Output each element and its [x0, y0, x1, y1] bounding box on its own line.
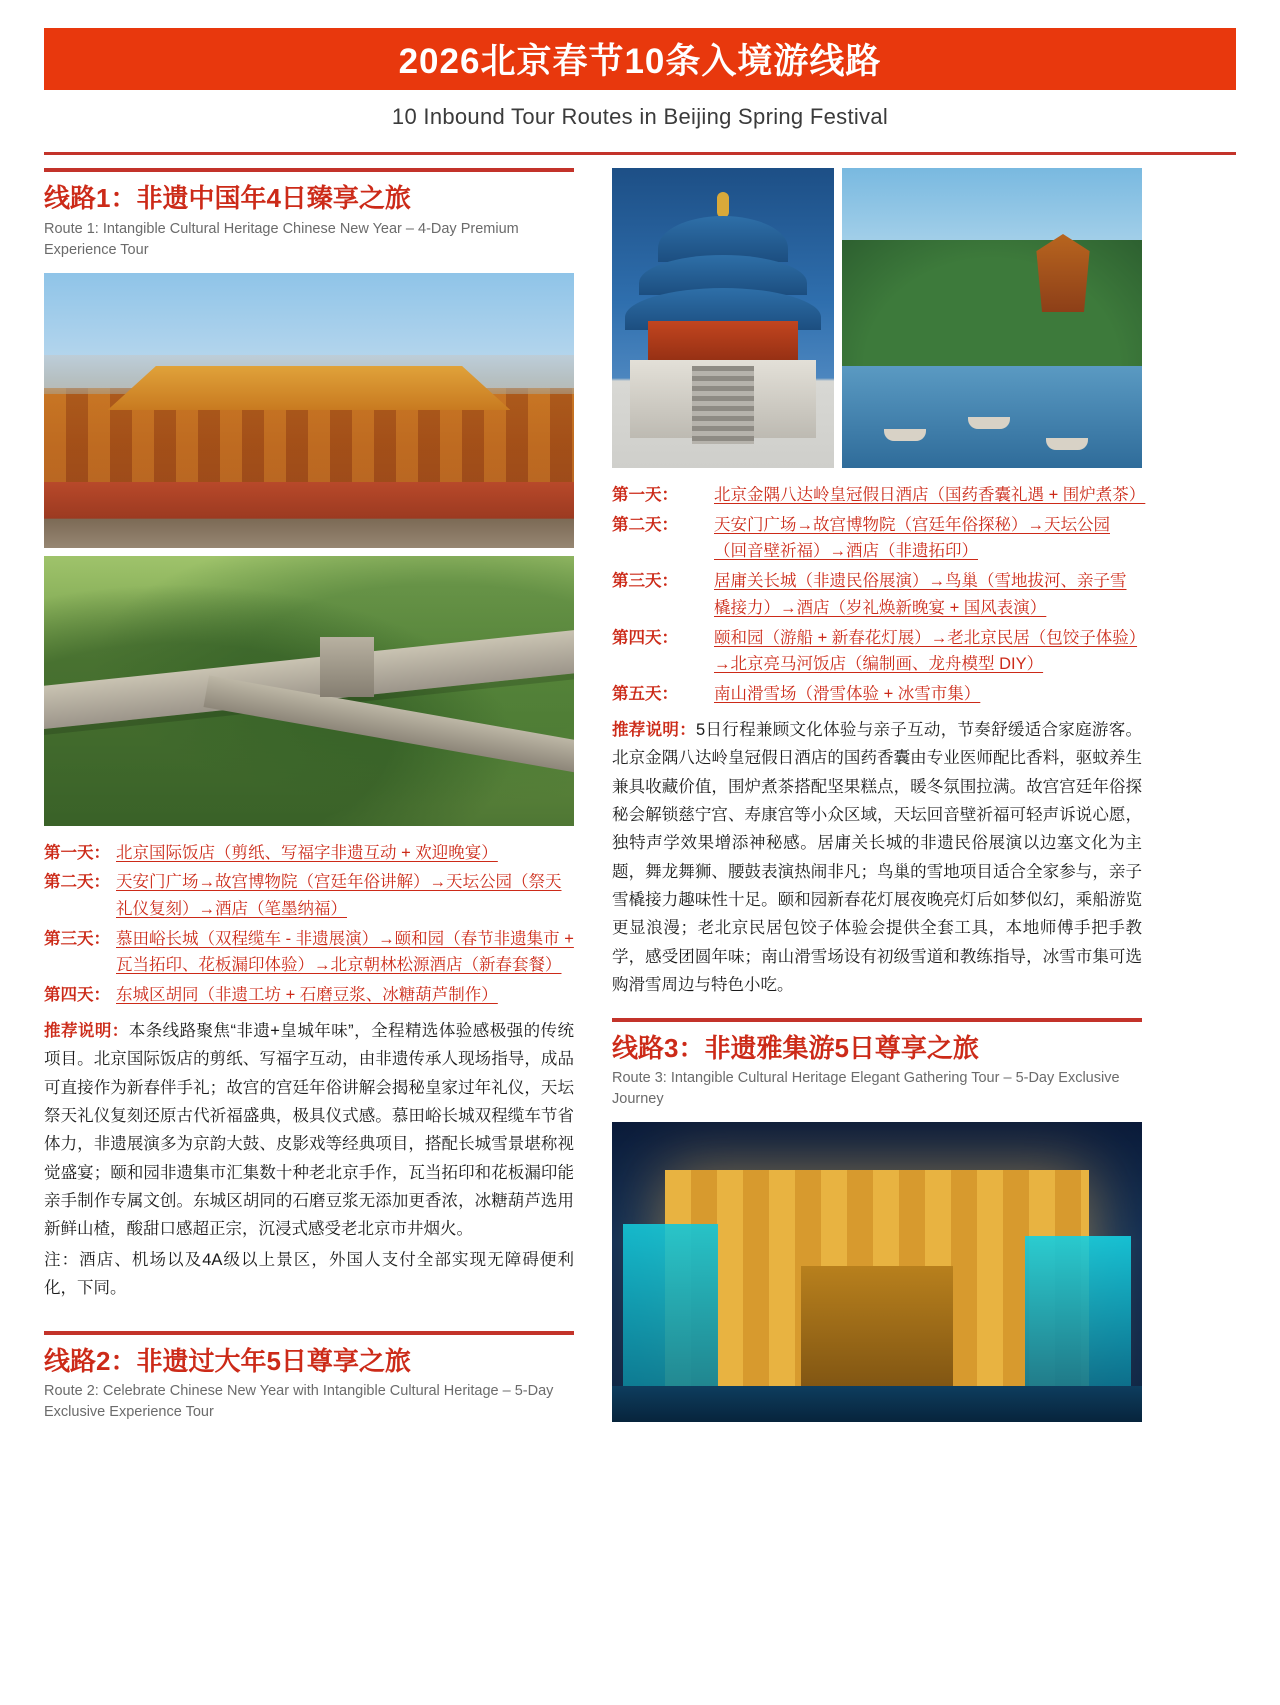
recommendation-text: 5日行程兼顾文化体验与亲子互动，节奏舒缓适合家庭游客。北京金隅八达岭皇冠假日酒店的国药香囊由专业医师配比香料，驱蚊养生兼具收藏价值，围炉煮茶搭配坚果糕点，暖冬氛围拉满。故宫宫廷年俗探秘会解锁慈宁宫、寿康宫等小众区域，天坛回音壁祈福可轻声诉说心愿，独特声学效果增添神秘感。居庸关长城的非遗民俗展演以边塞文化为主题，舞龙舞狮、腰鼓表演热闹非凡；鸟巢的雪地项目适合全家参与，亲子雪橇接力趣味性十足。颐和园新春花灯展夜晚亮灯后如梦似幻，乘船游览更显浪漫；老北京民居包饺子体验会提供全套工具，本地师傅手把手教学，感受团圆年味；南山滑雪场设有初级雪道和教练指导，冰雪市集可选购滑雪周边与特色小吃。 — [612, 720, 1143, 995]
day-text[interactable]: 慕田峪长城（双程缆车 - 非遗展演）→颐和园（春节非遗集市 + 瓦当拓印、花板漏印体验）→北京朝林松源酒店（新春套餐） — [116, 929, 574, 975]
route-1-section — [44, 168, 574, 1303]
page-title: 2026北京春节10条入境游线路 — [398, 42, 882, 81]
day-label: 第一天： — [44, 843, 110, 862]
itinerary-day-row — [612, 625, 1142, 678]
summer-palace-photo — [842, 168, 1142, 468]
itinerary-day-row — [44, 982, 574, 1009]
itinerary-day-row — [44, 840, 574, 867]
header-divider — [44, 152, 1236, 155]
itinerary-day-row — [612, 681, 1142, 708]
route-2-title: 线路2：非遗过大年5日尊享之旅 — [44, 1345, 411, 1376]
great-wall-photo — [44, 556, 574, 826]
day-label: 第一天： — [612, 486, 678, 504]
route-1-recommendation — [44, 1017, 574, 1244]
day-text[interactable]: 北京国际饭店（剪纸、写福字非遗互动 + 欢迎晚宴） — [116, 843, 498, 862]
day-label: 第四天： — [44, 986, 110, 1005]
day-text[interactable]: 南山滑雪场（滑雪体验 + 冰雪市集） — [714, 685, 981, 704]
route-1-title-en: Route 1: Intangible Cultural Heritage Chinese New Year – 4-Day Premium Experience Tour — [44, 220, 519, 258]
route-3-title: 线路3：非遗雅集游5日尊享之旅 — [612, 1032, 979, 1063]
route-3-divider — [612, 1018, 1142, 1022]
photo-watchtower-shape — [320, 637, 374, 697]
header-banner — [44, 28, 1236, 90]
day-label: 第二天： — [44, 873, 110, 892]
day-text[interactable]: 天安门广场→故宫博物院（宫廷年俗探秘）→天坛公园（回音壁祈福）→酒店（非遗拓印） — [714, 515, 1110, 561]
recommendation-label: 推荐说明： — [44, 1021, 129, 1040]
route-3-section — [612, 1018, 1142, 1423]
recommendation-text: 本条线路聚焦“非遗+皇城年味”，全程精选体验感极强的传统项目。北京国际饭店的剪纸、写福字互动，由非遗传承人现场指导，成品可直接作为新春伴手礼；故宫的宫廷年俗讲解会揭秘皇家过年礼仪，天坛祭天礼仪复刻还原古代祈福盛典，极具仪式感。慕田峪长城双程缆车节省体力，非遗展演多为京韵大鼓、皮影戏等经典项目，搭配长城雪景堪称视觉盛宴；颐和园非遗集市汇集数十种老北京手作，瓦当拓印和花板漏印能亲手制作专属文创。东城区胡同的石磨豆浆无添加更香浓，冰糖葫芦选用新鲜山楂，酸甜口感超正宗，沉浸式感受老北京市井烟火。 — [44, 1021, 575, 1239]
itinerary-day-row — [44, 926, 574, 979]
route-3-title-en: Route 3: Intangible Cultural Heritage Elegant Gathering Tour – 5-Day Exclusive Journey — [612, 1070, 1120, 1108]
photo-boat-shape — [884, 429, 926, 441]
itinerary-day-row — [44, 869, 574, 922]
footnote-label: 注： — [44, 1250, 80, 1269]
route-2-title-en: Route 2: Celebrate Chinese New Year with Intangible Cultural Heritage – 5-Day Exclusive Experience Tour — [44, 1383, 554, 1421]
route-2-heading-section — [44, 1331, 574, 1424]
photo-hill-shape — [842, 240, 1142, 366]
photo-ice-ground — [612, 1386, 1142, 1422]
photo-spire-shape — [717, 192, 729, 218]
itinerary-day-row — [612, 568, 1142, 621]
photo-roof-shape — [108, 366, 511, 410]
itinerary-day-row — [612, 512, 1142, 565]
day-text[interactable]: 东城区胡同（非遗工坊 + 石磨豆浆、冰糖葫芦制作） — [116, 986, 498, 1005]
day-label: 第三天： — [44, 929, 110, 948]
right-column — [612, 168, 1146, 1422]
route-2-recommendation — [612, 716, 1142, 1000]
left-column — [44, 168, 574, 1435]
day-label: 第三天： — [612, 572, 678, 591]
forbidden-city-photo — [44, 273, 574, 548]
route-2-itinerary — [612, 482, 1146, 708]
day-label: 第五天： — [612, 685, 678, 704]
photo-ice-block-right — [1025, 1236, 1131, 1398]
route-2-divider — [44, 1331, 574, 1335]
recommendation-label: 推荐说明： — [612, 720, 697, 739]
ice-festival-photo — [612, 1122, 1142, 1422]
temple-of-heaven-photo — [612, 168, 834, 468]
route-2-photo-row — [612, 168, 1142, 468]
page-subtitle-en: 10 Inbound Tour Routes in Beijing Spring Festival — [391, 104, 889, 129]
route-1-itinerary — [44, 840, 574, 1009]
route-1-divider — [44, 168, 574, 172]
photo-stairs — [692, 366, 754, 444]
day-label: 第四天： — [612, 628, 678, 647]
day-text[interactable]: 居庸关长城（非遗民俗展演）→鸟巢（雪地拔河、亲子雪橇接力）→酒店（岁礼焕新晚宴 + 国风表演） — [714, 572, 1127, 617]
day-text[interactable]: 天安门广场→故宫博物院（宫廷年俗讲解）→天坛公园（祭天礼仪复刻）→酒店（笔墨纳福） — [116, 873, 562, 918]
photo-boat-shape — [968, 417, 1010, 429]
itinerary-day-row — [612, 482, 1146, 509]
photo-ice-block-left — [623, 1224, 718, 1398]
day-text[interactable]: 北京金隅八达岭皇冠假日酒店（国药香囊礼遇 + 围炉煮茶） — [714, 486, 1146, 504]
route-1-footnote — [44, 1246, 574, 1303]
route-1-title: 线路1：非遗中国年4日臻享之旅 — [44, 183, 411, 213]
footnote-text: 酒店、机场以及4A级以上景区，外国人支付全部实现无障碍便利化，下同。 — [44, 1250, 575, 1298]
day-text[interactable]: 颐和园（游船 + 新春花灯展）→老北京民居（包饺子体验）→北京亮马河饭店（编制画、龙舟模型 DIY） — [714, 628, 1138, 674]
photo-boat-shape — [1046, 438, 1088, 450]
route-2-section — [612, 168, 1146, 1000]
day-label: 第二天： — [612, 515, 678, 534]
